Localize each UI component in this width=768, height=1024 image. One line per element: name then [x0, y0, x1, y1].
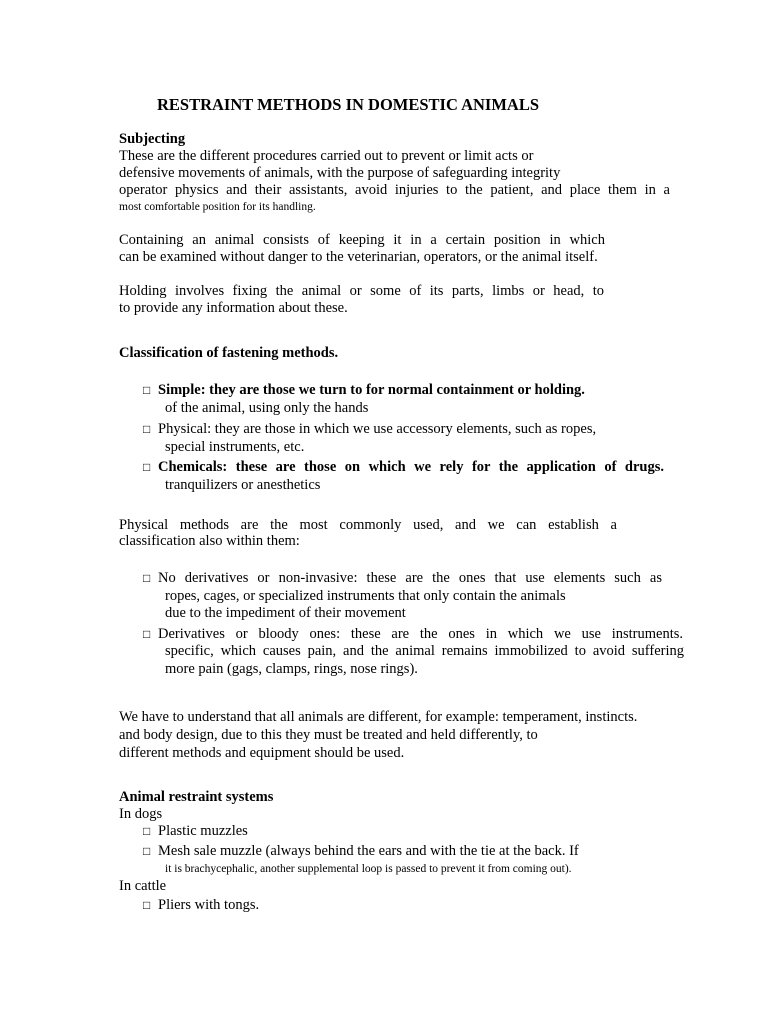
checkbox-icon: □ — [143, 844, 151, 858]
checkbox-icon: □ — [143, 571, 151, 585]
understand-line: We have to understand that all animals are different, for example: temperament, instincts. — [119, 709, 638, 725]
understand-line: and body design, due to this they must be treated and held differently, to — [119, 727, 538, 743]
classification-heading: Classification of fastening methods. — [119, 345, 339, 361]
cattle-label: In cattle — [119, 878, 167, 894]
dogs-label: In dogs — [119, 806, 163, 822]
checkbox-icon: □ — [143, 422, 151, 436]
list-item: Derivatives or bloody ones: these are the ones in which we use instruments. — [158, 626, 683, 642]
list-item-continuation: due to the impediment of their movement — [165, 605, 406, 621]
holding-line: Holding involves fixing the animal or some of its parts, limbs or head, to — [119, 283, 604, 299]
list-item-continuation: tranquilizers or anesthetics — [165, 477, 321, 493]
systems-heading: Animal restraint systems — [119, 789, 274, 805]
list-item-continuation: special instruments, etc. — [165, 439, 305, 455]
containing-line: Containing an animal consists of keeping it in a certain position in which — [119, 232, 605, 248]
subjecting-line: most comfortable position for its handling. — [119, 201, 316, 213]
document-title: RESTRAINT METHODS IN DOMESTIC ANIMALS — [157, 95, 540, 114]
checkbox-icon: □ — [143, 898, 151, 912]
list-item: Simple: they are those we turn to for normal containment or holding. — [158, 382, 585, 398]
checkbox-icon: □ — [143, 627, 151, 641]
subjecting-line: These are the different procedures carried out to prevent or limit acts or — [119, 148, 534, 164]
list-item-continuation: more pain (gags, clamps, rings, nose rings). — [165, 661, 418, 677]
understand-line: different methods and equipment should be used. — [119, 745, 405, 761]
list-item: Chemicals: these are those on which we rely for the application of drugs. — [158, 459, 664, 475]
list-item: Pliers with tongs. — [158, 897, 260, 913]
list-item: No derivatives or non-invasive: these are the ones that use elements such as — [158, 570, 662, 586]
physical-methods-line: Physical methods are the most commonly used, and we can establish a — [119, 517, 617, 533]
checkbox-icon: □ — [143, 460, 151, 474]
list-item: Plastic muzzles — [158, 823, 248, 839]
list-item: Mesh sale muzzle (always behind the ears and with the tie at the back. If — [158, 843, 579, 859]
subjecting-line: defensive movements of animals, with the purpose of safeguarding integrity — [119, 165, 561, 181]
checkbox-icon: □ — [143, 383, 151, 397]
list-item-continuation: ropes, cages, or specialized instruments that only contain the animals — [165, 588, 566, 604]
list-item-continuation: it is brachycephalic, another supplemental loop is passed to prevent it from coming out). — [165, 863, 572, 875]
physical-methods-line: classification also within them: — [119, 533, 300, 549]
subjecting-heading: Subjecting — [119, 131, 186, 147]
containing-line: can be examined without danger to the veterinarian, operators, or the animal itself. — [119, 249, 598, 265]
list-item: Physical: they are those in which we use accessory elements, such as ropes, — [158, 421, 597, 437]
holding-line: to provide any information about these. — [119, 300, 348, 316]
list-item-continuation: specific, which causes pain, and the animal remains immobilized to avoid suffering — [165, 643, 684, 659]
list-item-continuation: of the animal, using only the hands — [165, 400, 369, 416]
subjecting-line: operator physics and their assistants, avoid injuries to the patient, and place them in a — [119, 182, 670, 198]
checkbox-icon: □ — [143, 824, 151, 838]
